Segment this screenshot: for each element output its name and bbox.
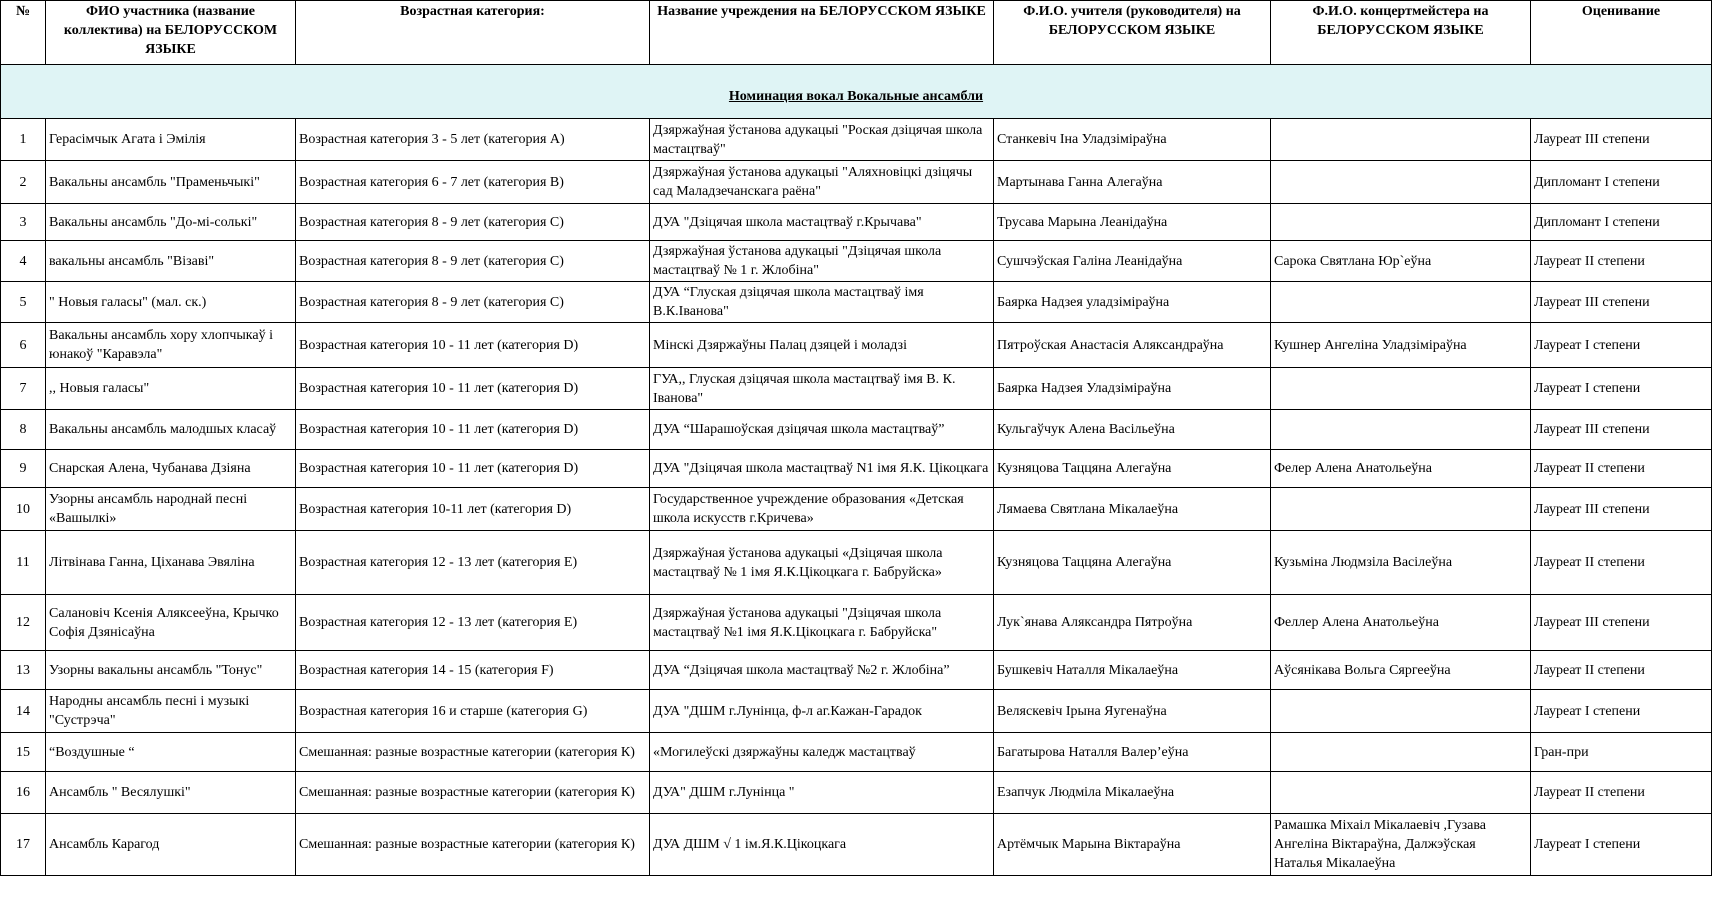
accompanist-name: [1271, 410, 1531, 450]
row-number: 14: [1, 690, 46, 733]
participant-name: Ансамбль Карагод: [46, 814, 296, 876]
table-row: [1, 204, 1712, 241]
participant-name: Герасімчык Агата і Эмілія: [46, 119, 296, 161]
age-category: Возрастная категория 10-11 лет (категория D): [296, 488, 650, 531]
table-row: [1, 651, 1712, 690]
teacher-name: Веляскевіч Ірына Яугенаўна: [994, 690, 1271, 733]
teacher-name: Багатырова Наталля Валер’еўна: [994, 733, 1271, 772]
accompanist-name: [1271, 282, 1531, 323]
row-number: 13: [1, 651, 46, 690]
grade-result: Лауреат II степени: [1531, 651, 1712, 690]
participant-name: Вакальны ансамбль малодшых класаў: [46, 410, 296, 450]
participant-name: Узорны вакальны ансамбль "Тонус": [46, 651, 296, 690]
institution-name: ДУА "Дзіцячая школа мастацтваў г.Крычава": [650, 204, 994, 241]
row-number: 7: [1, 368, 46, 410]
row-number: 1: [1, 119, 46, 161]
row-number: 11: [1, 531, 46, 595]
table-row: [1, 323, 1712, 368]
teacher-name: Баярка Надзея уладзіміраўна: [994, 282, 1271, 323]
institution-name: ДУА" ДШМ г.Лунінца ": [650, 772, 994, 814]
table-row: [1, 450, 1712, 488]
nomination-row: [1, 65, 1712, 119]
institution-name: Дзяржаўная ўстанова адукацыі "Роская дзіцячая школа мастацтваў": [650, 119, 994, 161]
table-row: [1, 733, 1712, 772]
institution-name: ДУА "ДШМ г.Лунінца, ф-л аг.Кажан-Гарадок: [650, 690, 994, 733]
header-num: №: [1, 1, 46, 65]
grade-result: Лауреат I степени: [1531, 323, 1712, 368]
teacher-name: Артёмчык Марына Віктараўна: [994, 814, 1271, 876]
header-institution: Название учреждения на БЕЛОРУССКОМ ЯЗЫКЕ: [650, 1, 994, 65]
participant-name: " Новыя галасы" (мал. ск.): [46, 282, 296, 323]
age-category: Возрастная категория 12 - 13 лет (категория Е): [296, 531, 650, 595]
header-row: [1, 1, 1712, 65]
row-number: 12: [1, 595, 46, 651]
teacher-name: Лук`янава Аляксандра Пятроўна: [994, 595, 1271, 651]
table-row: [1, 595, 1712, 651]
institution-name: ДУА ДШМ √ 1 ім.Я.К.Цікоцкага: [650, 814, 994, 876]
grade-result: Лауреат III степени: [1531, 282, 1712, 323]
accompanist-name: Феллер Алена Анатольеўна: [1271, 595, 1531, 651]
age-category: Возрастная категория 16 и старше (категория G): [296, 690, 650, 733]
table-row: [1, 690, 1712, 733]
accompanist-name: Кузьміна Людмзіла Васілеўна: [1271, 531, 1531, 595]
grade-result: Дипломант I степени: [1531, 204, 1712, 241]
teacher-name: Кузняцова Таццяна Алегаўна: [994, 531, 1271, 595]
age-category: Смешанная: разные возрастные категории (категория К): [296, 772, 650, 814]
accompanist-name: [1271, 772, 1531, 814]
institution-name: Мінскі Дзяржаўны Палац дзяцей і моладзі: [650, 323, 994, 368]
grade-result: Лауреат I степени: [1531, 368, 1712, 410]
grade-result: Лауреат II степени: [1531, 450, 1712, 488]
table-row: [1, 814, 1712, 876]
institution-name: ДУА “Дзіцячая школа мастацтваў №2 г. Жлобіна”: [650, 651, 994, 690]
age-category: Возрастная категория 12 - 13 лет (категория Е): [296, 595, 650, 651]
row-number: 5: [1, 282, 46, 323]
accompanist-name: Сарока Святлана Юр`еўна: [1271, 241, 1531, 282]
teacher-name: Трусава Марына Леанідаўна: [994, 204, 1271, 241]
accompanist-name: [1271, 161, 1531, 204]
teacher-name: Сушчэўская Галіна Леанідаўна: [994, 241, 1271, 282]
row-number: 4: [1, 241, 46, 282]
row-number: 2: [1, 161, 46, 204]
age-category: Возрастная категория 3 - 5 лет (категория А): [296, 119, 650, 161]
row-number: 9: [1, 450, 46, 488]
row-number: 16: [1, 772, 46, 814]
teacher-name: Кузняцова Таццяна Алегаўна: [994, 450, 1271, 488]
participant-name: Народны ансамбль песні і музыкі "Сустрэча": [46, 690, 296, 733]
row-number: 6: [1, 323, 46, 368]
age-category: Возрастная категория 14 - 15 (категория F): [296, 651, 650, 690]
institution-name: ДУА “Глуская дзіцячая школа мастацтваў імя В.К.Іванова": [650, 282, 994, 323]
institution-name: Дзяржаўная ўстанова адукацыі «Дзіцячая школа мастацтваў № 1 імя Я.К.Цікоцкага г. Бабруйска»: [650, 531, 994, 595]
participant-name: Вакальны ансамбль "Праменьчыкі": [46, 161, 296, 204]
grade-result: Лауреат I степени: [1531, 814, 1712, 876]
grade-result: Гран-при: [1531, 733, 1712, 772]
participant-name: вакальны ансамбль "Візаві": [46, 241, 296, 282]
age-category: Возрастная категория 10 - 11 лет (категория D): [296, 323, 650, 368]
teacher-name: Езапчук Людміла Мікалаеўна: [994, 772, 1271, 814]
row-number: 17: [1, 814, 46, 876]
row-number: 15: [1, 733, 46, 772]
accompanist-name: Рамашка Міхаіл Мікалаевіч ,Гузава Ангеліна Віктараўна, Далжэўская Наталья Мікалаеўна: [1271, 814, 1531, 876]
grade-result: Лауреат II степени: [1531, 241, 1712, 282]
age-category: Возрастная категория 6 - 7 лет (категория В): [296, 161, 650, 204]
accompanist-name: Аўсянікава Вольга Сяргееўна: [1271, 651, 1531, 690]
nomination-title: Номинация вокал Вокальные ансамбли: [1, 65, 1712, 119]
participant-name: Літвінава Ганна, Ціханава Эвяліна: [46, 531, 296, 595]
teacher-name: Баярка Надзея Уладзіміраўна: [994, 368, 1271, 410]
accompanist-name: [1271, 204, 1531, 241]
age-category: Возрастная категория 10 - 11 лет (категория D): [296, 410, 650, 450]
header-teacher: Ф.И.О. учителя (руководителя) на БЕЛОРУССКОМ ЯЗЫКЕ: [994, 1, 1271, 65]
grade-result: Лауреат III степени: [1531, 410, 1712, 450]
table-row: [1, 119, 1712, 161]
table-row: [1, 161, 1712, 204]
institution-name: Дзяржаўная ўстанова адукацыі "Аляхновіцкі дзіцячы сад Маладзечанскага раёна": [650, 161, 994, 204]
participant-name: Вакальны ансамбль хору хлопчыкаў і юнакоў "Каравэла": [46, 323, 296, 368]
grade-result: Дипломант I степени: [1531, 161, 1712, 204]
row-number: 10: [1, 488, 46, 531]
age-category: Возрастная категория 10 - 11 лет (категория D): [296, 450, 650, 488]
header-grade: Оценивание: [1531, 1, 1712, 65]
grade-result: Лауреат II степени: [1531, 531, 1712, 595]
header-name: ФИО участника (название коллектива) на БЕЛОРУССКОМ ЯЗЫКЕ: [46, 1, 296, 65]
table-row: [1, 488, 1712, 531]
participant-name: Ансамбль " Весялушкі": [46, 772, 296, 814]
participant-name: “Воздушные “: [46, 733, 296, 772]
teacher-name: Бушкевіч Наталля Мікалаеўна: [994, 651, 1271, 690]
institution-name: «Могилеўскі дзяржаўны каледж мастацтваў: [650, 733, 994, 772]
accompanist-name: [1271, 119, 1531, 161]
header-category: Возрастная категория:: [296, 1, 650, 65]
participant-name: Салановіч Ксенія Аляксееўна, Крычко Софія Дзянісаўна: [46, 595, 296, 651]
accompanist-name: [1271, 733, 1531, 772]
institution-name: ДУА “Шарашоўская дзіцячая школа мастацтваў”: [650, 410, 994, 450]
table-row: [1, 531, 1712, 595]
age-category: Смешанная: разные возрастные категории (категория К): [296, 733, 650, 772]
row-number: 3: [1, 204, 46, 241]
participant-name: Узорны ансамбль народнай песні «Вашылкі»: [46, 488, 296, 531]
institution-name: ДУА "Дзіцячая школа мастацтваў N1 імя Я.К. Цікоцкага: [650, 450, 994, 488]
teacher-name: Пятроўская Анастасія Аляксандраўна: [994, 323, 1271, 368]
table-row: [1, 241, 1712, 282]
accompanist-name: Кушнер Ангеліна Уладзіміраўна: [1271, 323, 1531, 368]
participant-name: Снарская Алена, Чубанава Дзіяна: [46, 450, 296, 488]
accompanist-name: Фелер Алена Анатольеўна: [1271, 450, 1531, 488]
grade-result: Лауреат III степени: [1531, 488, 1712, 531]
accompanist-name: [1271, 368, 1531, 410]
accompanist-name: [1271, 690, 1531, 733]
teacher-name: Лямаева Святлана Мікалаеўна: [994, 488, 1271, 531]
grade-result: Лауреат III степени: [1531, 595, 1712, 651]
teacher-name: Кульгаўчук Алена Васільеўна: [994, 410, 1271, 450]
table-row: [1, 368, 1712, 410]
table-row: [1, 282, 1712, 323]
age-category: Возрастная категория 8 - 9 лет (категория С): [296, 204, 650, 241]
teacher-name: Мартынава Ганна Алегаўна: [994, 161, 1271, 204]
accompanist-name: [1271, 488, 1531, 531]
row-number: 8: [1, 410, 46, 450]
institution-name: Государственное учреждение образования «Детская школа искусств г.Кричева»: [650, 488, 994, 531]
age-category: Возрастная категория 8 - 9 лет (категория С): [296, 282, 650, 323]
grade-result: Лауреат III степени: [1531, 119, 1712, 161]
age-category: Возрастная категория 8 - 9 лет (категория С): [296, 241, 650, 282]
grade-result: Лауреат II степени: [1531, 772, 1712, 814]
institution-name: Дзяржаўная ўстанова адукацыі "Дзіцячая школа мастацтваў № 1 г. Жлобіна": [650, 241, 994, 282]
age-category: Возрастная категория 10 - 11 лет (категория D): [296, 368, 650, 410]
teacher-name: Станкевіч Іна Уладзіміраўна: [994, 119, 1271, 161]
table-row: [1, 772, 1712, 814]
institution-name: ГУА,, Глуская дзіцячая школа мастацтваў імя В. К. Іванова": [650, 368, 994, 410]
grade-result: Лауреат I степени: [1531, 690, 1712, 733]
table-row: [1, 410, 1712, 450]
age-category: Смешанная: разные возрастные категории (категория К): [296, 814, 650, 876]
participant-name: ,, Новыя галасы": [46, 368, 296, 410]
participant-name: Вакальны ансамбль "До-мі-солькі": [46, 204, 296, 241]
header-accompanist: Ф.И.О. концертмейстера на БЕЛОРУССКОМ ЯЗЫКЕ: [1271, 1, 1531, 65]
institution-name: Дзяржаўная ўстанова адукацыі "Дзіцячая школа мастацтваў №1 імя Я.К.Цікоцкага г. Бабруйска": [650, 595, 994, 651]
